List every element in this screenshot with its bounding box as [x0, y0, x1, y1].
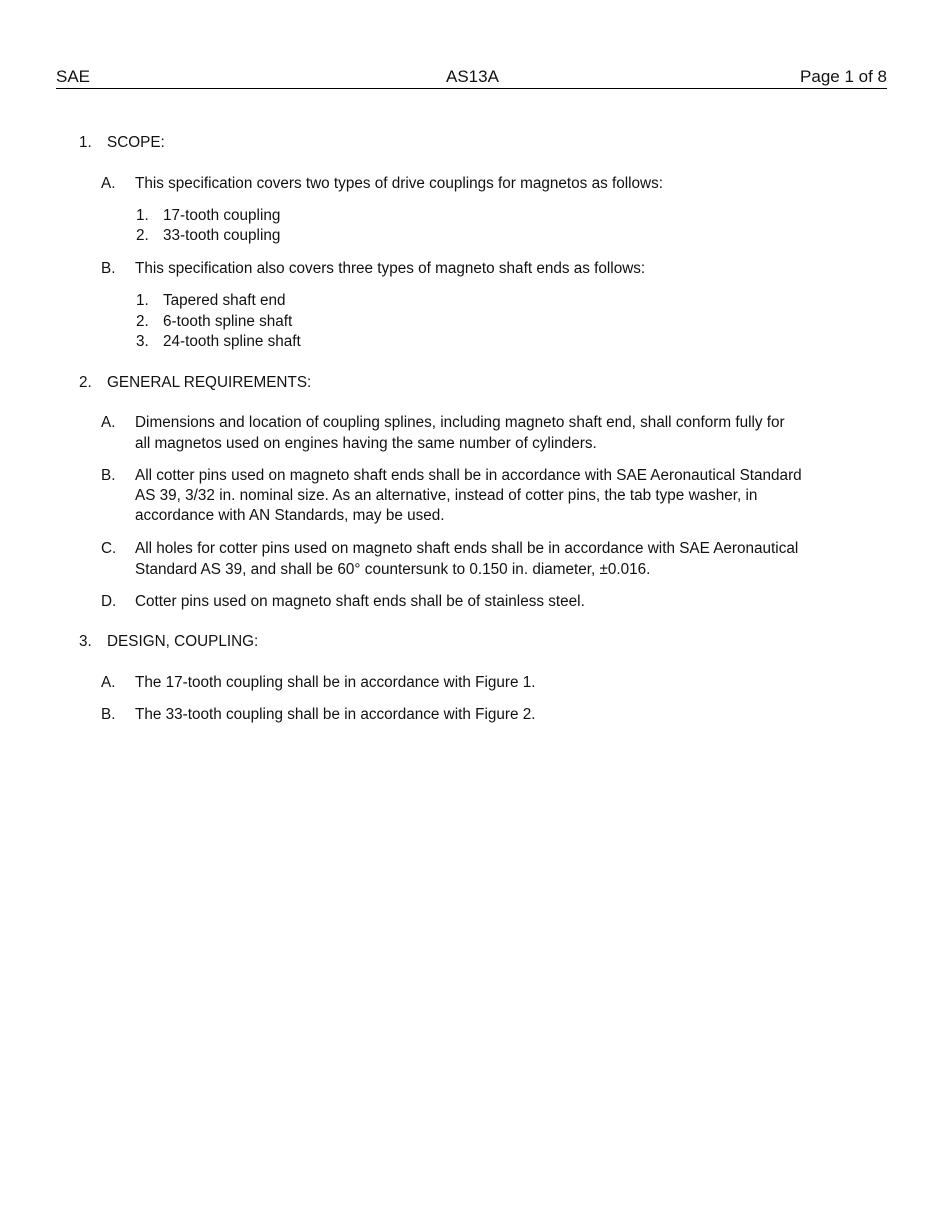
item-letter: A.: [101, 414, 116, 431]
header-doc-number: AS13A: [446, 67, 499, 86]
item-letter: A.: [101, 175, 116, 192]
section-title: SCOPE:: [107, 134, 165, 151]
section-title: DESIGN, COUPLING:: [107, 633, 259, 650]
subitem-number: 2.: [136, 227, 149, 244]
subitem-text: 33-tooth coupling: [163, 227, 281, 244]
item-letter: D.: [101, 593, 117, 610]
header-org: SAE: [56, 67, 91, 86]
section-number: 1.: [79, 134, 92, 151]
item-text: All cotter pins used on magneto shaft ends shall be in accordance with SAE Aeronautical Standard: [135, 467, 802, 484]
item-letter: B.: [101, 467, 116, 484]
section-title: GENERAL REQUIREMENTS:: [107, 374, 312, 391]
subitem-text: 24-tooth spline shaft: [163, 333, 301, 350]
subitem-text: Tapered shaft end: [163, 292, 286, 309]
page-header: [56, 66, 887, 89]
subitem-number: 2.: [136, 313, 149, 330]
subitem-number: 1.: [136, 292, 149, 309]
item-text: AS 39, 3/32 in. nominal size. As an alternative, instead of cotter pins, the tab type washer, in: [135, 487, 758, 504]
item-text: The 33-tooth coupling shall be in accordance with Figure 2.: [135, 706, 536, 723]
item-text: This specification covers two types of drive couplings for magnetos as follows:: [135, 175, 663, 192]
item-text: all magnetos used on engines having the same number of cylinders.: [135, 435, 597, 452]
header-page-number: Page 1 of 8: [800, 67, 887, 86]
item-text: This specification also covers three types of magneto shaft ends as follows:: [135, 260, 646, 277]
section-number: 2.: [79, 374, 92, 391]
item-letter: A.: [101, 674, 116, 691]
item-letter: B.: [101, 706, 116, 723]
subitem-text: 17-tooth coupling: [163, 207, 281, 224]
subitem-number: 1.: [136, 207, 149, 224]
item-text: accordance with AN Standards, may be used.: [135, 507, 445, 524]
subitem-number: 3.: [136, 333, 149, 350]
item-letter: C.: [101, 540, 117, 557]
item-letter: B.: [101, 260, 116, 277]
section-number: 3.: [79, 633, 92, 650]
item-text: Dimensions and location of coupling splines, including magneto shaft end, shall conform fully for: [135, 414, 785, 431]
item-text: Cotter pins used on magneto shaft ends shall be of stainless steel.: [135, 593, 585, 610]
subitem-text: 6-tooth spline shaft: [163, 313, 293, 330]
item-text: The 17-tooth coupling shall be in accordance with Figure 1.: [135, 674, 536, 691]
item-text: All holes for cotter pins used on magneto shaft ends shall be in accordance with SAE Aeronautical: [135, 540, 799, 557]
item-text: Standard AS 39, and shall be 60° countersunk to 0.150 in. diameter, ±0.016.: [135, 561, 651, 578]
